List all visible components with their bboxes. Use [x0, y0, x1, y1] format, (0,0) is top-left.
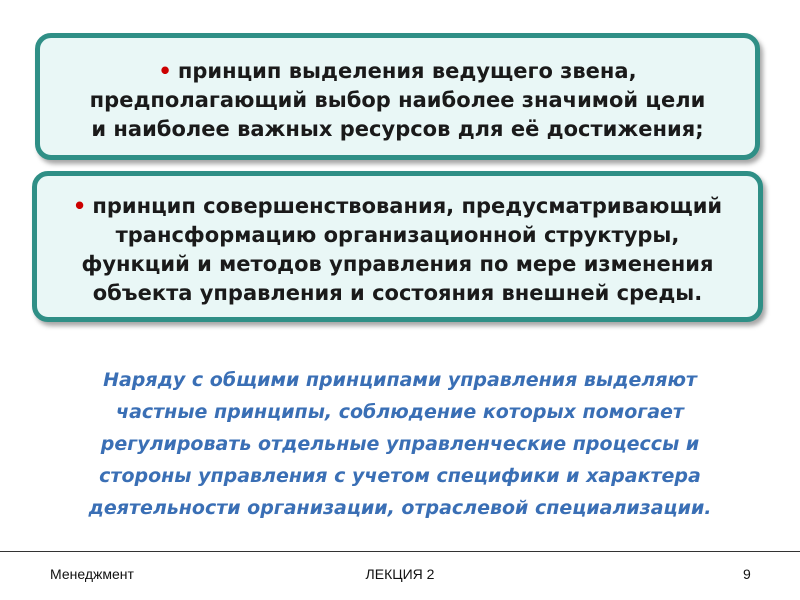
principle-line: объекта управления и состояния внешней среды. [92, 281, 703, 305]
principle-line: трансформацию организационной структуры, [115, 223, 680, 247]
principle-line [37, 192, 758, 221]
footer-page-number: 9 [743, 566, 751, 582]
note-line: Наряду с общими принципами управления выделяют [103, 369, 697, 391]
principle-line: предполагающий выбор наиболее значимой цели [89, 88, 706, 112]
principle-box-leading-link [35, 33, 760, 160]
bullet-icon: • [158, 59, 172, 83]
principle-line [40, 57, 755, 86]
note-line: деятельности организации, отраслевой специализации. [88, 497, 712, 519]
principle-box-improvement [32, 171, 763, 322]
principle-line: и наиболее важных ресурсов для её достижения; [91, 117, 704, 141]
note-line: стороны управления с учетом специфики и характера [99, 465, 701, 487]
principle-text [40, 57, 755, 144]
principle-line-text: принцип совершенствования, предусматривающий [92, 194, 723, 218]
note-line: регулировать отдельные управленческие процессы и [100, 433, 700, 455]
note-paragraph [20, 364, 780, 524]
note-line: частные принципы, соблюдение которых помогает [116, 401, 684, 423]
principle-text [37, 192, 758, 308]
footer-lecture-label: ЛЕКЦИЯ 2 [365, 566, 435, 582]
footer-course-name: Менеджмент [50, 566, 134, 582]
principle-line: функций и методов управления по мере изменения [81, 252, 714, 276]
bullet-icon: • [72, 194, 87, 218]
footer-divider [0, 551, 800, 552]
principle-line-text: принцип выделения ведущего звена, [177, 59, 637, 83]
